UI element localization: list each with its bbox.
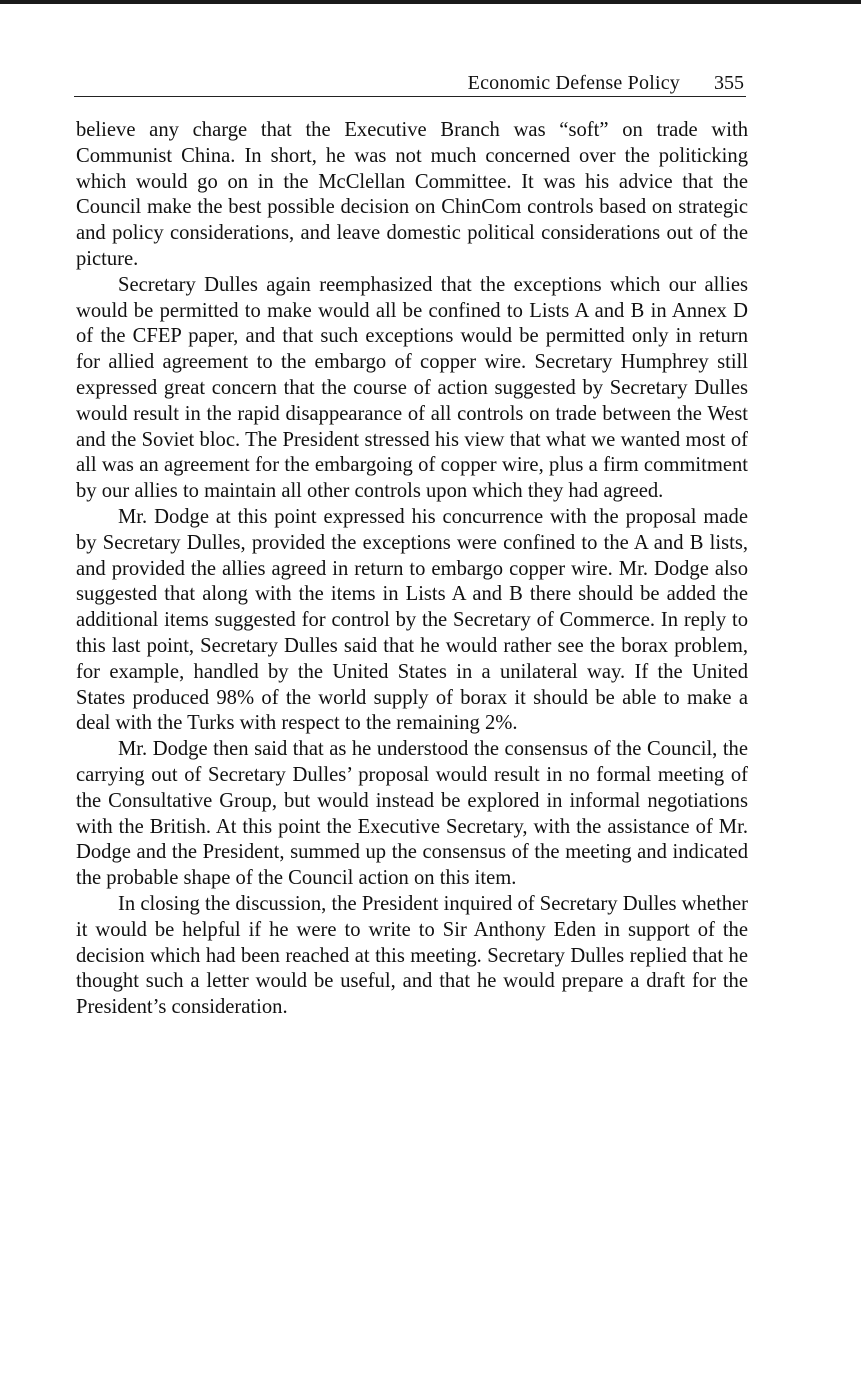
body-text <box>76 118 748 1021</box>
paragraph-continuation: believe any charge that the Executive Branch was “soft” on trade with Communist China. In short, he was not much concerned over the politicking which would go on in the McClellan Committee. It was his advice that the Council make the best possible decision on ChinCom controls based on strategic and policy considerations, and leave domestic political considerations out of the picture. <box>76 119 748 270</box>
paragraph-closing-discussion: In closing the discussion, the President inquired of Secretary Dulles whether it would be helpful if he were to write to Sir Anthony Eden in support of the decision which had been reached at this meeting. Secretary Dulles replied that he thought such a letter would be useful, and that he would prepare a draft for the President’s consideration. <box>76 892 748 1019</box>
paragraph-dulles-exceptions: Secretary Dulles again reemphasized that the exceptions which our allies would be permitted to make would all be confined to Lists A and B in Annex D of the CFEP paper, and that such exceptions would be permitted only in return for allied agreement to the embargo of copper wire. Secretary Humphrey still expressed great concern that the course of action suggested by Secretary Dulles would result in the rapid disappearance of all controls on trade between the West and the Soviet bloc. The President stressed his view that what we wanted most of all was an agreement for the embargoing of copper wire, plus a firm commitment by our allies to maintain all other controls upon which they had agreed. <box>76 273 748 503</box>
paragraph-dodge-concurrence: Mr. Dodge at this point expressed his concurrence with the proposal made by Secretary Dulles, provided the exceptions were confined to the A and B lists, and provided the allies agreed in return to embargo copper wire. Mr. Dodge also suggested that along with the items in Lists A and B there should be added the additional items suggested for control by the Secretary of Commerce. In reply to this last point, Secretary Dulles said that he would rather see the borax problem, for example, handled by the United States in a unilateral way. If the United States produced 98% of the world supply of borax it should be able to make a deal with the Turks with respect to the remaining 2%. <box>76 505 748 735</box>
running-title: Economic Defense Policy <box>467 72 680 94</box>
running-head <box>74 70 746 97</box>
paragraph-dodge-consensus: Mr. Dodge then said that as he understood the consensus of the Council, the carrying out of Secretary Dulles’ proposal would result in no formal meeting of the Consultative Group, but would instead be explored in informal negotiations with the British. At this point the Executive Secretary, with the assistance of Mr. Dodge and the President, summed up the consensus of the meeting and indicated the probable shape of the Council action on this item. <box>76 738 748 890</box>
page-number: 355 <box>714 72 744 94</box>
scan-top-edge <box>0 0 861 4</box>
